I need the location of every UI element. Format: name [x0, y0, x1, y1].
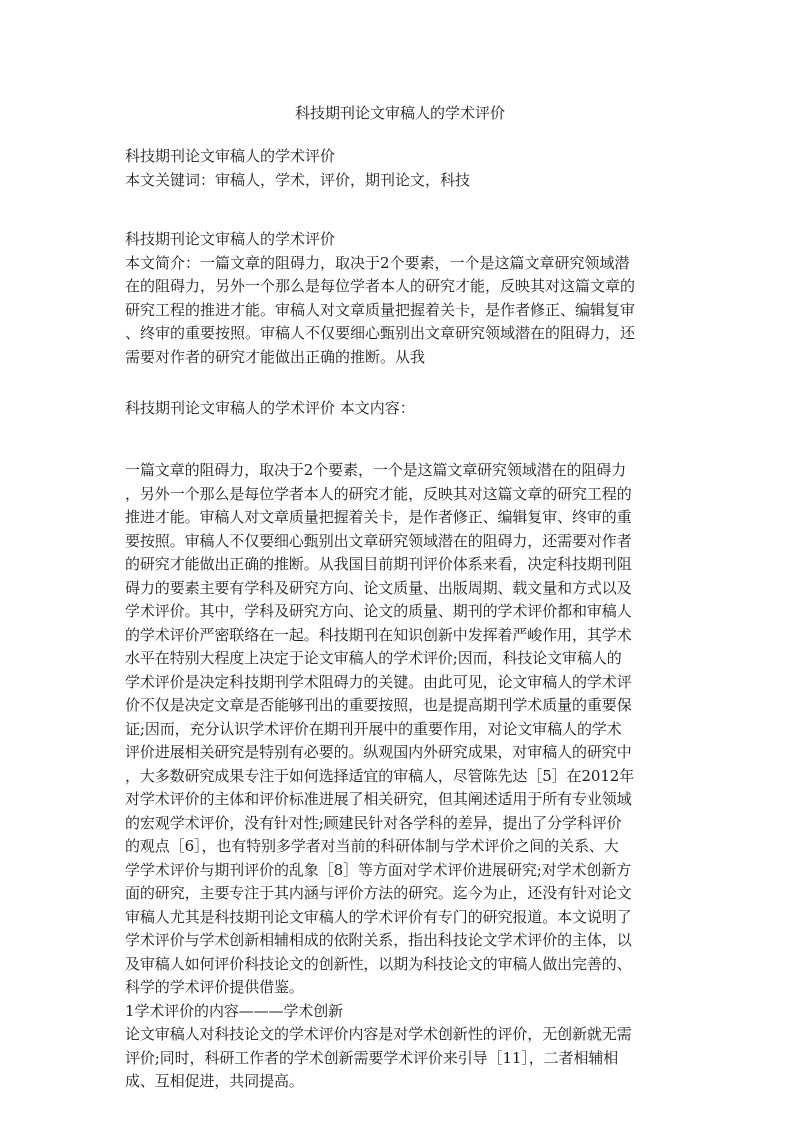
body-line: 对学术评价的主体和评价标准进展了相关研究，但其阐述适用于所有专业领域 — [125, 790, 632, 808]
body-line: 成、互相促进，共同提高。 — [125, 1072, 304, 1090]
body-line: 学术评价是决定科技期刊学术阻碍力的关键。由此可见，论文审稿人的学术评 — [125, 672, 632, 691]
document-title: 科技期刊论文审稿人的学术评价 — [294, 104, 505, 122]
body-line: 的宏观学术评价，没有针对性;顾建民针对各学科的差异，提出了分学科评价 — [125, 813, 622, 832]
body-line: 学学术评价与期刊评价的乱象［8］等方面对学术评价进展研究;对学术创新方 — [125, 860, 632, 879]
body-line: 的学术评价严密联络在一起。科技期刊在知识创新中发挥着严峻作用，其学术 — [125, 625, 632, 644]
summary-line: 研究工程的推进才能。审稿人对文章质量把握着关卡，是作者修正、编辑复审 — [125, 300, 636, 319]
body-line: 一篇文章的阻碍力，取决于2个要素，一个是这篇文章研究领域潜在的阻碍力 — [125, 461, 627, 479]
body-line: ，另外一个那么是每位学者本人的研究才能，反映其对这篇文章的研究工程的 — [125, 484, 632, 503]
body-line: 及审稿人如何评价科技论文的创新性，以期为科技论文的审稿人做出完善的、 — [125, 954, 632, 973]
body-line: ，大多数研究成果专注于如何选择适宜的审稿人，尽管陈先达［5］在2012年 — [125, 766, 635, 785]
summary-section — [125, 228, 675, 369]
body-line: 科学的学术评价提供借鉴。 — [125, 978, 304, 996]
body-line: 审稿人尤其是科技期刊论文审稿人的学术评价有专门的研究报道。本文说明了 — [125, 907, 632, 926]
body-line: 评价进展相关研究是特别有必要的。纵观国内外研究成果，对审稿人的研究中 — [125, 743, 632, 761]
body-line: 评价;同时，科研工作者的学术创新需要学术评价来引导［11］，二者相辅相 — [125, 1048, 619, 1067]
summary-line: 需要对作者的研究才能做出正确的推断。从我 — [125, 347, 426, 366]
body-line: 价不仅是决定文章是否能够刊出的重要按照，也是提高期刊学术质量的重要保 — [125, 696, 632, 714]
summary-line: 在的阻碍力，另外一个那么是每位学者本人的研究才能，反映其对这篇文章的 — [125, 277, 636, 295]
content-heading: 科技期刊论文审稿人的学术评价 本文内容： — [125, 399, 415, 417]
body-line: 面的研究，主要专注于其内涵与评价方法的研究。迄今为止，还没有针对论文 — [125, 884, 632, 902]
summary-title: 科技期刊论文审稿人的学术评价 — [125, 230, 336, 248]
body-text — [125, 459, 675, 1094]
body-line: 学术评价。其中，学科及研究方向、论文的质量、期刊的学术评价都和审稿人 — [125, 602, 632, 620]
header-section — [125, 145, 675, 192]
body-line: 水平在特别大程度上决定于论文审稿人的学术评价;因而，科技论文审稿人的 — [125, 649, 622, 667]
section-heading: 1学术评价的内容———学术创新 — [125, 1001, 344, 1020]
summary-line: 、终审的重要按照。审稿人不仅要细心甄别出文章研究领域潜在的阻碍力，还 — [125, 324, 636, 342]
body-line: 碍力的要素主要有学科及研究方向、论文质量、出版周期、载文量和方式以及 — [125, 578, 632, 597]
body-line: 的观点［6］，也有特别多学者对当前的科研体制与学术评价之间的关系、大 — [125, 837, 619, 855]
keywords-line: 本文关键词：审稿人，学术，评价，期刊论文，科技 — [125, 170, 471, 189]
body-line: 论文审稿人对科技论文的学术评价内容是对学术创新性的评价，无创新就无需 — [125, 1025, 632, 1043]
body-line: 学术评价与学术创新相辅相成的依附关系，指出科技论文学术评价的主体，以 — [125, 931, 632, 949]
body-line: 要按照。审稿人不仅要细心甄别出文章研究领域潜在的阻碍力，还需要对作者 — [125, 531, 632, 550]
header-title: 科技期刊论文审稿人的学术评价 — [125, 147, 336, 165]
content-heading-block — [125, 397, 675, 421]
body-line: 的研究才能做出正确的推断。从我国目前期刊评价体系来看，决定科技期刊阻 — [125, 555, 632, 573]
body-line: 证;因而，充分认识学术评价在期刊开展中的重要作用，对论文审稿人的学术 — [125, 719, 622, 738]
summary-line: 本文简介：一篇文章的阻碍力，取决于2个要素，一个是这篇文章研究领域潜 — [125, 253, 630, 272]
body-line: 推进才能。审稿人对文章质量把握着关卡，是作者修正、编辑复审、终审的重 — [125, 508, 632, 526]
